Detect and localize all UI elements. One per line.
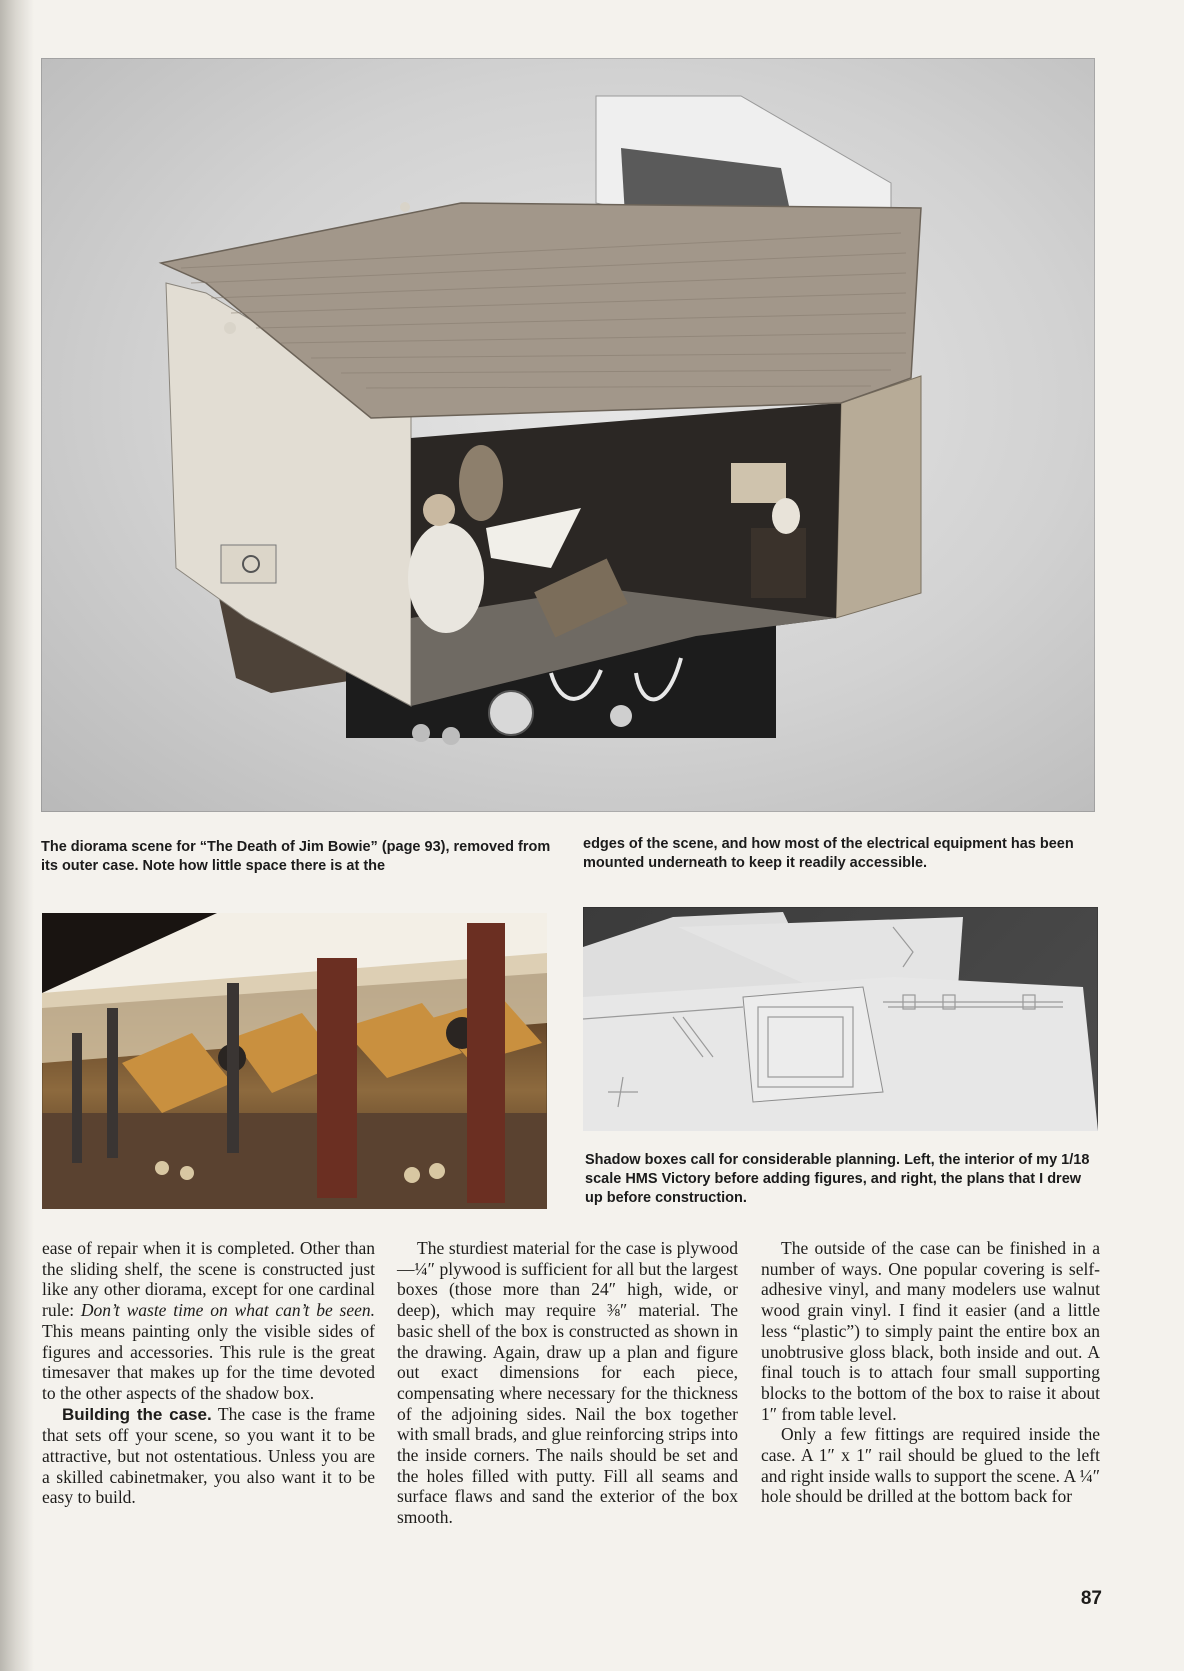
rule-emphasis: Don’t waste time on what can’t be seen. xyxy=(80,1300,375,1321)
text-col1-1b: This means painting only the visible sides of figures and accessories. This rule is the great timesaver that makes up for the time devoted to the other aspects of the shadow box. xyxy=(42,1320,375,1403)
paragraph-col1-1 xyxy=(42,1238,375,1404)
construction-plans-photo xyxy=(583,907,1098,1131)
ship-interior-illustration xyxy=(42,913,547,1209)
diorama-photo xyxy=(41,58,1095,812)
text-col1-1a: ease of repair when it is completed. Other than the sliding shelf, the scene is constructed just like any other diorama, except for one cardinal rule: xyxy=(42,1238,375,1321)
text-column-2 xyxy=(397,1238,738,1528)
page-number: 87 xyxy=(1080,1588,1102,1609)
caption-diorama-left: The diorama scene for “The Death of Jim Bowie” (page 93), removed from its outer case. Note how little space there is at the xyxy=(41,839,551,874)
section-heading-building-the-case: Building the case. xyxy=(62,1404,212,1424)
text-column-3 xyxy=(761,1238,1100,1507)
plans-illustration xyxy=(583,907,1098,1131)
hms-victory-interior-photo xyxy=(42,913,547,1209)
paragraph-col3-1: The outside of the case can be finished in a number of ways. One popular covering is self-adhesive vinyl, and many modelers use walnut wood grain vinyl. I find it easier (and a little less “plastic”) to simply paint the entire box an unobtrusive gloss black, both inside and out. A final touch is to attach four small supporting blocks to the bottom of the box to raise it about 1″ from table level. xyxy=(761,1238,1100,1424)
paragraph-col2-1: The sturdiest material for the case is plywood—¼″ plywood is sufficient for all but the largest boxes (those more than 24″ high, wide, or deep), which may require ⅜″ material. The basic shell of the box is constructed as shown in the drawing. Again, draw up a plan and figure out exact dimensions for each piece, compensating where necessary for the thickness of the adjoining sides. Nail the box together with small brads, and glue reinforcing strips into the inside corners. The nails should be set and the holes filled with putty. Fill all seams and surface flaws and sand the exterior of the box smooth. xyxy=(397,1238,738,1528)
page-gutter-shadow xyxy=(0,0,34,1671)
diorama-illustration xyxy=(41,58,1095,812)
text-column-1 xyxy=(42,1238,375,1508)
caption-shadow-boxes: Shadow boxes call for considerable planning. Left, the interior of my 1/18 scale HMS Victory before adding figures, and right, the plans that I drew up before construction. xyxy=(585,1152,1090,1206)
paragraph-col3-2: Only a few fittings are required inside the case. A 1″ x 1″ rail should be glued to the left and right inside walls to support the scene. A ¼″ hole should be drilled at the bottom back for xyxy=(761,1424,1100,1507)
caption-diorama-right: edges of the scene, and how most of the electrical equipment has been mounted underneath to keep it readily accessible. xyxy=(583,836,1074,871)
paragraph-col1-2 xyxy=(42,1404,375,1509)
text-col1-2: The case is the frame that sets off your scene, so you want it to be attractive, but not ostentatious. Unless you are a skilled cabinetmaker, you also want it to be easy to build. xyxy=(42,1403,375,1508)
